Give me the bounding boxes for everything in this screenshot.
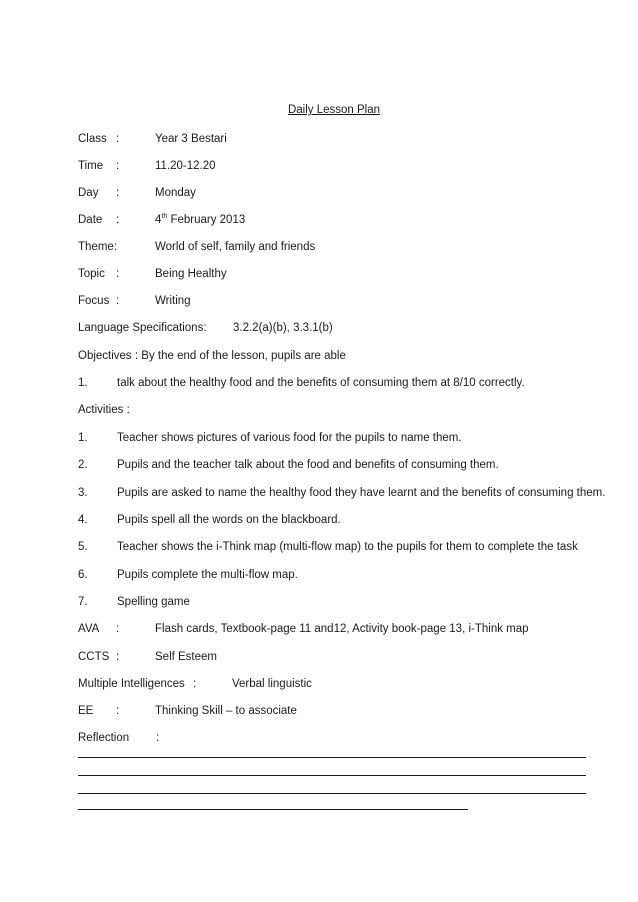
activity-item [78,567,598,583]
objective-text: talk about the healthy food and the benefits of consuming them at 8/10 correctly. [117,377,525,389]
ava-row [78,621,598,637]
day-value: Monday [155,187,196,199]
activity-number: 5. [78,541,88,553]
focus-value: Writing [155,295,191,307]
activity-number: 4. [78,514,88,526]
time-row [78,158,598,174]
ava-colon: : [116,623,120,635]
ee-value: Thinking Skill – to associate [155,705,297,717]
time-value: 11.20-12.20 [155,160,216,172]
class-row [78,131,598,147]
class-label: Class [78,133,107,145]
activity-text: Teacher shows the i-Think map (multi-flow map) to the pupils for them to complete the task [117,541,578,553]
focus-colon: : [116,295,120,307]
objective-item [78,375,598,391]
objectives-heading [78,348,598,364]
activity-item [78,485,606,501]
focus-label: Focus [78,295,110,307]
language-specifications-row [78,320,598,336]
date-value [155,212,245,228]
date-colon: : [116,214,120,226]
ccts-value: Self Esteem [155,651,217,663]
topic-colon: : [116,268,120,280]
date-month-year: February 2013 [167,214,246,226]
day-label: Day [78,187,99,199]
class-value: Year 3 Bestari [155,133,227,145]
page-title: Daily Lesson Plan [287,104,381,116]
objective-number: 1. [78,377,88,389]
day-colon: : [116,187,120,199]
activity-number: 6. [78,569,88,581]
focus-row [78,293,598,309]
multiple-intelligences-colon: : [193,678,197,690]
theme-colon: : [114,241,118,253]
activity-item [78,457,598,473]
reflection-row [78,730,598,746]
language-specifications-value: 3.2.2(a)(b), 3.3.1(b) [233,322,333,334]
objectives-heading-text: Objectives : By the end of the lesson, pupils are able [78,350,346,362]
activity-number: 7. [78,596,88,608]
reflection-label: Reflection [78,732,130,744]
date-label: Date [78,214,103,226]
language-specifications-label: Language Specifications: [78,322,207,334]
multiple-intelligences-value: Verbal linguistic [232,678,312,690]
activity-text: Pupils and the teacher talk about the food and benefits of consuming them. [117,459,499,471]
theme-label: Theme [78,241,114,253]
activity-item [78,430,598,446]
activities-heading [78,402,598,418]
activities-heading-text: Activities : [78,404,130,416]
date-ordinal: th [161,213,168,221]
date-row [78,212,598,228]
reflection-line [78,809,468,810]
theme-value: World of self, family and friends [155,241,316,253]
ee-row [78,703,598,719]
activity-item [78,539,598,555]
topic-value: Being Healthy [155,268,227,280]
activity-text: Teacher shows pictures of various food for the pupils to name them. [117,432,462,444]
ee-label: EE [78,705,94,717]
reflection-line [78,793,586,794]
activity-text: Spelling game [117,596,190,608]
reflection-line [78,775,586,776]
ava-label: AVA [78,623,100,635]
activity-item [78,512,598,528]
ccts-colon: : [116,651,120,663]
topic-label: Topic [78,268,105,280]
reflection-line [78,757,586,758]
multiple-intelligences-label: Multiple Intelligences [78,678,185,690]
activity-number: 3. [78,487,88,499]
time-label: Time [78,160,104,172]
date-day: 4 [155,214,162,226]
reflection-colon: : [156,732,160,744]
activity-text: Pupils spell all the words on the blackboard. [117,514,341,526]
multiple-intelligences-row [78,676,598,692]
ccts-label: CCTS [78,651,110,663]
activity-number: 1. [78,432,88,444]
ava-value: Flash cards, Textbook-page 11 and12, Activity book-page 13, i-Think map [155,623,529,635]
time-colon: : [116,160,120,172]
theme-row [78,239,598,255]
topic-row [78,266,598,282]
ccts-row [78,649,598,665]
activity-item [78,594,598,610]
ee-colon: : [116,705,120,717]
activity-text: Pupils complete the multi-flow map. [117,569,298,581]
activity-number: 2. [78,459,88,471]
class-colon: : [116,133,120,145]
activity-text: Pupils are asked to name the healthy food they have learnt and the benefits of consuming them. [117,487,606,499]
day-row [78,185,598,201]
